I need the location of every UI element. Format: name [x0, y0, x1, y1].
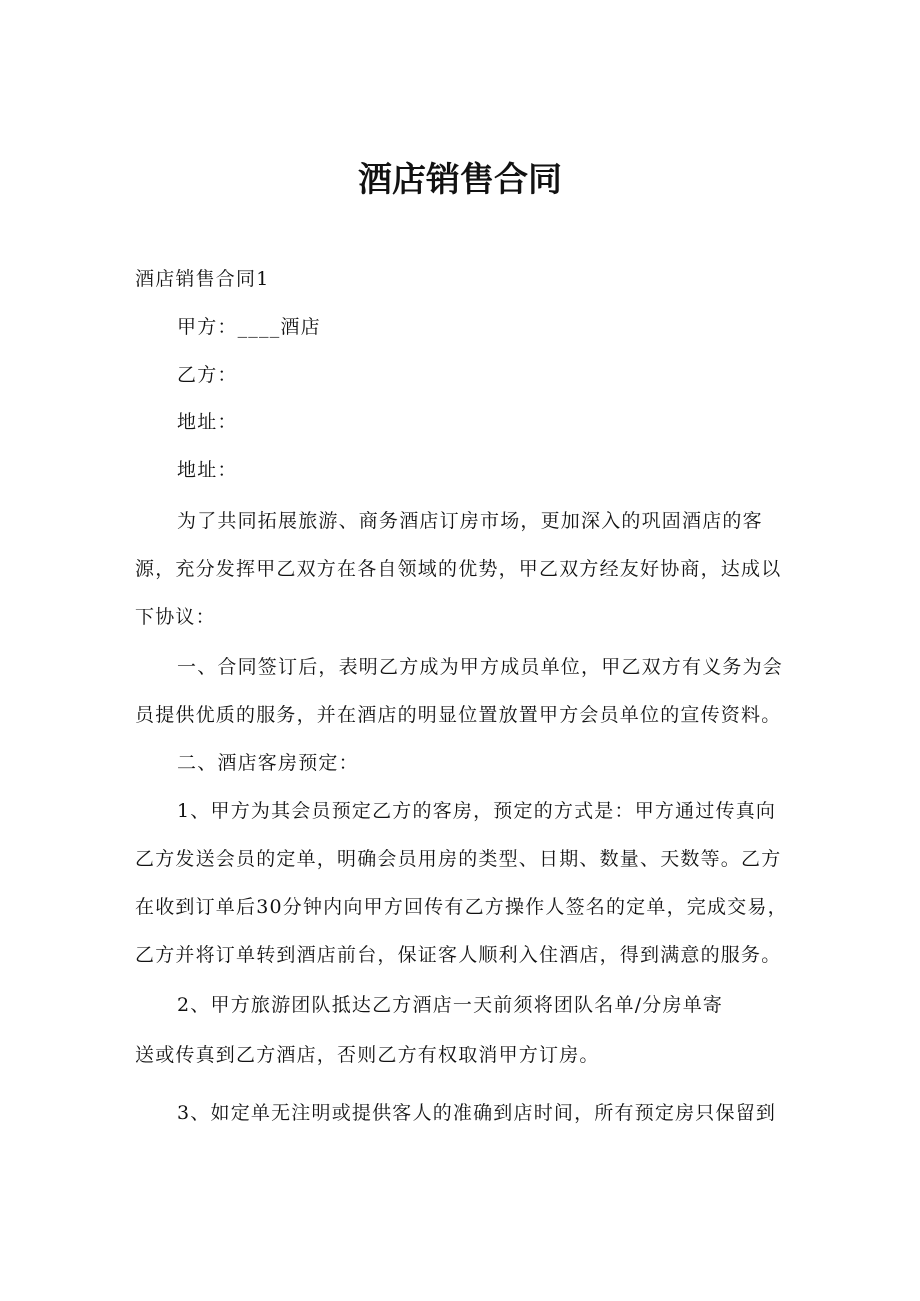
paragraph-line: 送或传真到乙方酒店，否则乙方有权取消甲方订房。 — [135, 1044, 600, 1066]
party-a-line: 甲方：____酒店 — [177, 316, 321, 338]
paragraph-line: 1、甲方为其会员预定乙方的客房，预定的方式是：甲方通过传真向 — [177, 800, 777, 822]
paragraph-line: 为了共同拓展旅游、商务酒店订房市场，更加深入的巩固酒店的客 — [177, 510, 763, 532]
document-title: 酒店销售合同 — [358, 160, 562, 200]
paragraph-line: 在收到订单后30分钟内向甲方回传有乙方操作人签名的定单，完成交易， — [135, 896, 788, 918]
section-heading: 二、酒店客房预定： — [177, 752, 359, 774]
paragraph-line: 3、如定单无注明或提供客人的准确到店时间，所有预定房只保留到 — [177, 1102, 777, 1124]
paragraph-line: 一、合同签订后，表明乙方成为甲方成员单位，甲乙双方有义务为会 — [177, 656, 784, 678]
party-b-line: 乙方： — [177, 364, 238, 386]
paragraph-line: 2、甲方旅游团队抵达乙方酒店一天前须将团队名单/分房单寄 — [177, 994, 724, 1016]
contract-subtitle: 酒店销售合同1 — [135, 268, 270, 290]
paragraph-line: 乙方并将订单转到酒店前台，保证客人顺利入住酒店，得到满意的服务。 — [135, 944, 782, 966]
paragraph-line: 源，充分发挥甲乙双方在各自领域的优势，甲乙双方经友好协商，达成以 — [135, 558, 782, 580]
paragraph-line: 下协议： — [135, 606, 216, 628]
paragraph-line: 乙方发送会员的定单，明确会员用房的类型、日期、数量、天数等。乙方 — [135, 848, 782, 870]
address-line-a: 地址： — [177, 411, 238, 433]
paragraph-line: 员提供优质的服务，并在酒店的明显位置放置甲方会员单位的宣传资料。 — [135, 704, 782, 726]
address-line-b: 地址： — [177, 459, 238, 481]
